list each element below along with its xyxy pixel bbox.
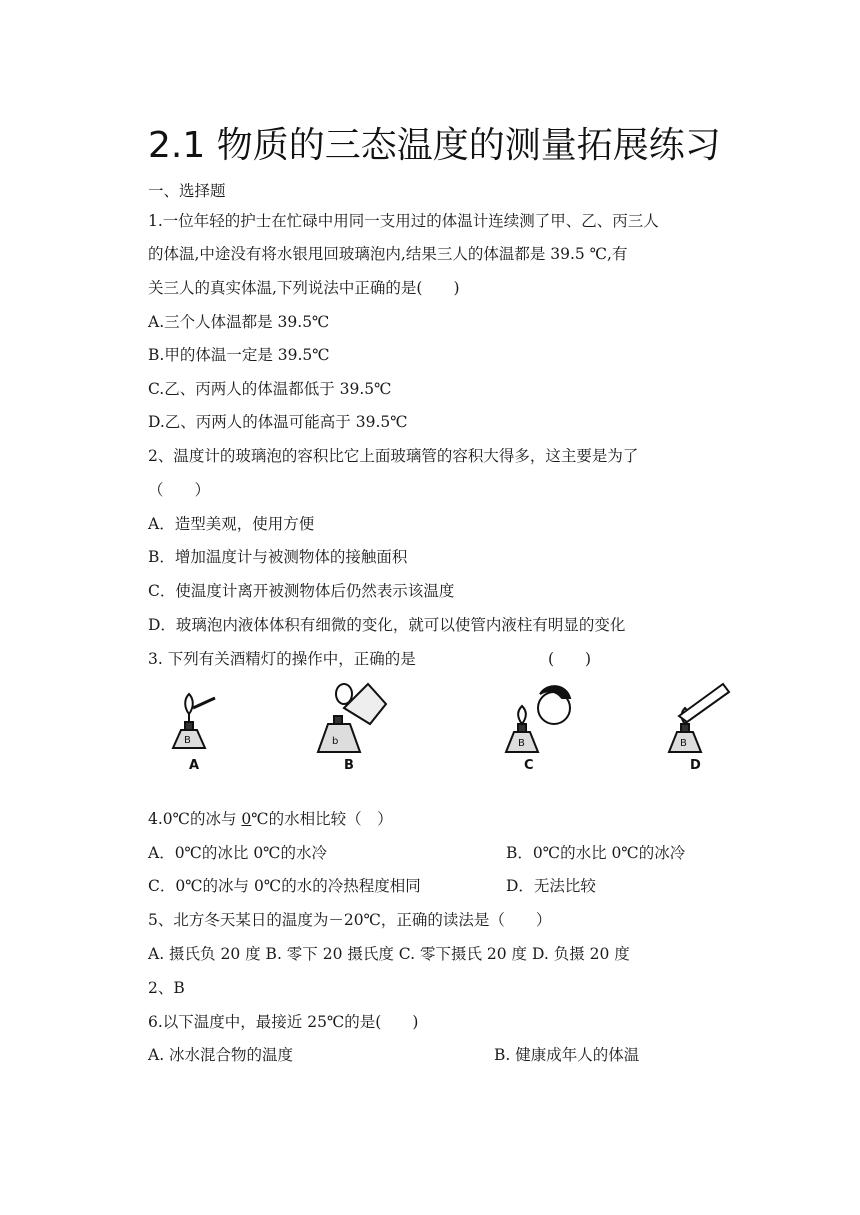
q4-option-b: B．0℃的水比 0℃的冰冷 xyxy=(506,844,686,862)
q6-option-a: A. 冰水混合物的温度 xyxy=(148,1046,294,1064)
q3-answer-paren: ( ) xyxy=(548,650,592,668)
figure-label-b: B xyxy=(344,758,354,773)
q3-stem: 3. 下列有关酒精灯的操作中，正确的是 xyxy=(148,650,416,668)
q2-stem-line-2: （ ） xyxy=(148,481,211,499)
svg-text:B: B xyxy=(680,738,687,749)
lamp-b-illustration xyxy=(318,684,386,752)
q6-stem: 6.以下温度中，最接近 25℃的是( ) xyxy=(148,1013,419,1031)
q2-option-b: B．增加温度计与被测物体的接触面积 xyxy=(148,548,408,566)
lamp-c-illustration xyxy=(506,686,570,752)
q5-stem: 5、北方冬天某日的温度为－20℃，正确的读法是（ ） xyxy=(148,911,552,929)
lamp-d-illustration xyxy=(669,684,729,752)
q4-stem-post: ℃的水相比较（ ） xyxy=(251,810,393,828)
q1-option-d: D.乙、丙两人的体温可能高于 39.5℃ xyxy=(148,413,408,431)
q4-option-d: D．无法比较 xyxy=(506,877,596,895)
page-title: 2.1 物质的三态温度的测量拓展练习 xyxy=(148,125,721,166)
q4-stem-pre: 4.0℃的冰与 xyxy=(148,810,242,828)
q2-stem-line-1: 2、温度计的玻璃泡的容积比它上面玻璃管的容积大得多，这主要是为了 xyxy=(148,447,639,465)
q2-option-d: D．玻璃泡内液体体积有细微的变化，就可以使管内液柱有明显的变化 xyxy=(148,616,626,634)
q4-stem-underlined: 0 xyxy=(241,810,252,828)
q1-stem-line-3: 关三人的真实体温,下列说法中正确的是( ) xyxy=(148,279,460,297)
section-heading: 一、选择题 xyxy=(148,182,226,200)
q4-option-c: C．0℃的冰与 0℃的水的冷热程度相同 xyxy=(148,877,421,895)
q1-option-c: C.乙、丙两人的体温都低于 39.5℃ xyxy=(148,380,392,398)
lamp-a-illustration xyxy=(173,694,215,748)
svg-text:B: B xyxy=(518,738,525,749)
svg-text:B: B xyxy=(184,735,191,746)
figure-label-a: A xyxy=(189,758,200,773)
q2-option-a: A．造型美观，使用方便 xyxy=(148,515,315,533)
q1-option-b: B.甲的体温一定是 39.5℃ xyxy=(148,346,330,364)
q4-option-a: A．0℃的冰比 0℃的水冷 xyxy=(148,844,328,862)
svg-text:b: b xyxy=(332,736,339,747)
q1-stem-line-2: 的体温,中途没有将水银甩回玻璃泡内,结果三人的体温都是 39.5 ℃,有 xyxy=(148,245,628,263)
figure-label-c: C xyxy=(524,758,534,773)
q1-stem-line-1: 1.一位年轻的护士在忙碌中用同一支用过的体温计连续测了甲、乙、丙三人 xyxy=(148,212,659,230)
q4-stem xyxy=(148,808,393,830)
q2-option-c: C．使温度计离开被测物体后仍然表示该温度 xyxy=(148,582,455,600)
q1-option-a: A.三个人体温都是 39.5℃ xyxy=(148,313,330,331)
q6-option-b: B. 健康成年人的体温 xyxy=(494,1046,640,1064)
figure-label-d: D xyxy=(690,758,701,773)
q5-options: A. 摄氏负 20 度 B. 零下 20 摄氏度 C. 零下摄氏 20 度 D. 负摄 20 度 xyxy=(148,945,630,963)
alcohol-lamp-figure xyxy=(165,680,735,780)
q5-answer: 2、B xyxy=(148,979,185,997)
